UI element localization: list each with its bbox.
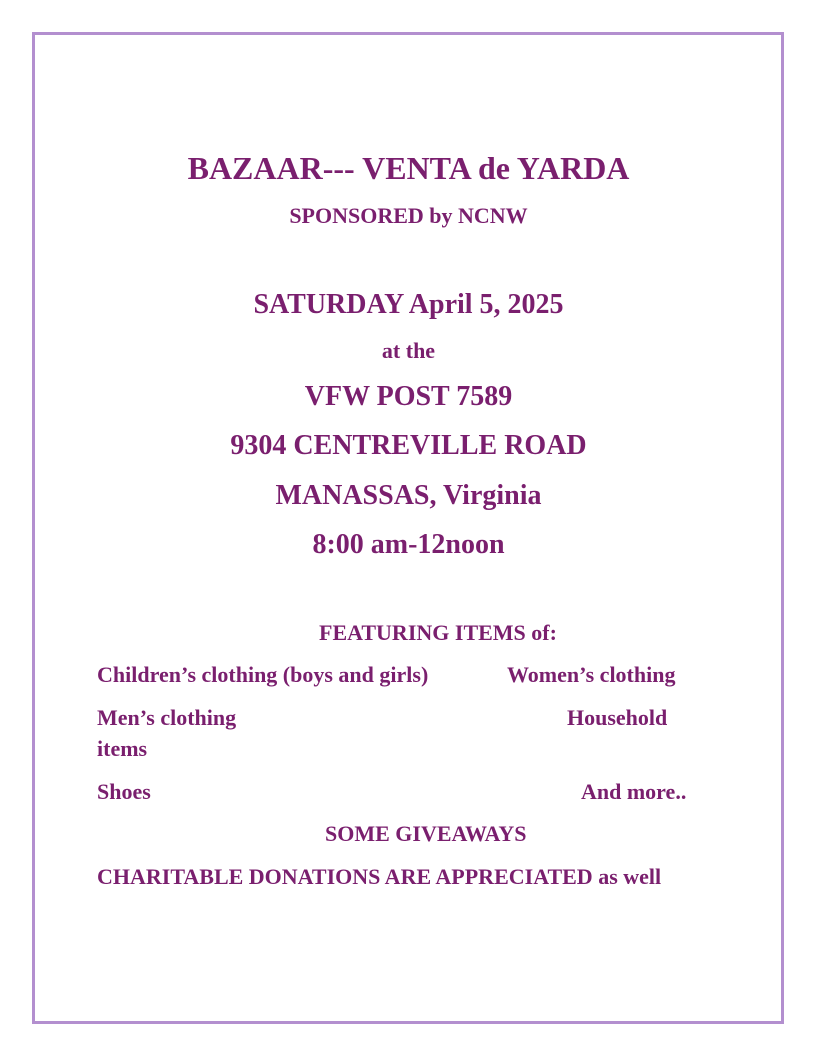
- item-shoes: Shoes: [97, 779, 151, 804]
- street-address: 9304 CENTREVILLE ROAD: [230, 430, 587, 461]
- item-household: Household: [567, 705, 668, 730]
- venue-name: VFW POST 7589: [304, 381, 513, 412]
- featuring-heading: FEATURING ITEMS of:: [319, 620, 557, 645]
- item-womens-clothing: Women’s clothing: [507, 662, 676, 687]
- at-the-text: at the: [381, 338, 436, 363]
- sponsor-line: SPONSORED by NCNW: [289, 203, 528, 228]
- flyer-title: BAZAAR--- VENTA de YARDA: [187, 150, 630, 186]
- item-childrens-clothing: Children’s clothing (boys and girls): [97, 662, 429, 687]
- item-household-wrap: items: [97, 736, 148, 761]
- event-date: SATURDAY April 5, 2025: [253, 289, 564, 320]
- item-mens-clothing: Men’s clothing: [97, 705, 237, 730]
- city-state: MANASSAS, Virginia: [275, 480, 542, 511]
- event-hours: 8:00 am-12noon: [312, 529, 505, 560]
- donations-text: CHARITABLE DONATIONS ARE APPRECIATED as well: [97, 864, 662, 889]
- giveaways-text: SOME GIVEAWAYS: [325, 821, 527, 846]
- item-and-more: And more..: [581, 779, 687, 804]
